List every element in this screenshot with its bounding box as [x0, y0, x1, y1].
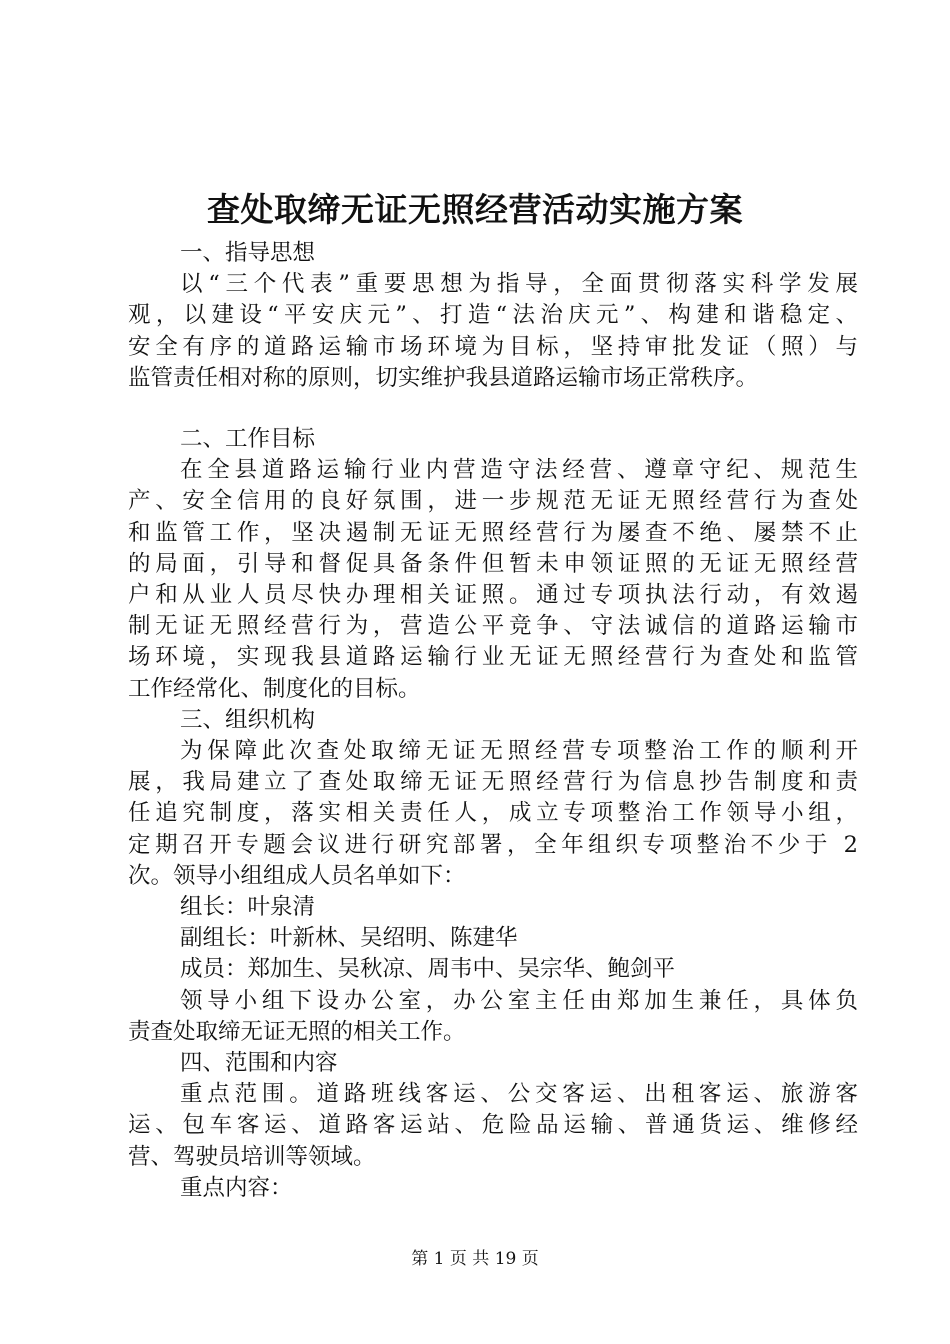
paragraph-line: 户和从业人员尽快办理相关证照。通过专项执法行动，有效遏: [128, 582, 858, 609]
paragraph-line: 营、驾驶员培训等领域。: [128, 1143, 376, 1170]
paragraph-line: 安全有序的道路运输市场环境为目标，坚持审批发证（照）与: [128, 333, 858, 360]
paragraph-line: 任追究制度，落实相关责任人，成立专项整治工作领导小组，: [128, 800, 858, 827]
paragraph-line: 产、安全信用的良好氛围，进一步规范无证无照经营行为查处: [128, 488, 858, 515]
key-content-heading: 重点内容：: [180, 1174, 293, 1201]
paragraph-line: 定期召开专题会议进行研究部署，全年组织专项整治不少于 2: [128, 831, 858, 858]
paragraph-line: 场环境，实现我县道路运输行业无证无照经营行为查处和监管: [128, 644, 858, 671]
section-heading-organization: 三、组织机构: [180, 706, 316, 733]
document-title: 查处取缔无证无照经营活动实施方案: [207, 190, 743, 229]
paragraph-line: 重点范围。道路班线客运、公交客运、出租客运、旅游客: [180, 1081, 858, 1108]
paragraph-line: 监管责任相对称的原则，切实维护我县道路运输市场正常秩序。: [128, 364, 759, 391]
paragraph-line: 领导小组下设办公室，办公室主任由郑加生兼任，具体负: [180, 987, 858, 1014]
paragraph-line: 制无证无照经营行为，营造公平竞争、守法诚信的道路运输市: [128, 613, 858, 640]
document-body: [128, 238, 858, 1204]
paragraph-line: 和监管工作，坚决遏制无证无照经营行为屡查不绝、屡禁不止: [128, 519, 858, 546]
section-heading-guiding-thought: 一、指导思想: [180, 240, 316, 266]
paragraph-line: 责查处取缔无证无照的相关工作。: [128, 1018, 466, 1045]
page-number-footer: 第 1 页 共 19 页: [411, 1249, 539, 1269]
paragraph-line: 次。领导小组组成人员名单如下：: [128, 862, 466, 889]
paragraph-line: 运、包车客运、道路客运站、危险品运输、普通货运、维修经: [128, 1112, 858, 1139]
section-heading-work-goals: 二、工作目标: [180, 426, 316, 453]
section-heading-scope: 四、范围和内容: [180, 1050, 338, 1077]
paragraph-spacer: [128, 394, 858, 424]
paragraph-line: 为保障此次查处取缔无证无照经营专项整治工作的顺利开: [180, 738, 858, 765]
paragraph-line: 的局面，引导和督促具备条件但暂未申领证照的无证无照经营: [128, 550, 858, 577]
deputy-leaders-line: 副组长：叶新林、吴绍明、陈建华: [180, 925, 518, 952]
paragraph-line: 以“三个代表”重要思想为指导，全面贯彻落实科学发展: [180, 271, 858, 298]
paragraph-line: 观，以建设“平安庆元”、打造“法治庆元”、构建和谐稳定、: [128, 302, 858, 329]
paragraph-line: 展，我局建立了查处取缔无证无照经营行为信息抄告制度和责: [128, 769, 858, 796]
members-line: 成员：郑加生、吴秋凉、周韦中、吴宗华、鲍剑平: [180, 956, 676, 983]
paragraph-line: 工作经常化、制度化的目标。: [128, 675, 421, 702]
paragraph-line: 在全县道路运输行业内营造守法经营、遵章守纪、规范生: [180, 457, 858, 484]
group-leader-line: 组长：叶泉清: [180, 894, 316, 921]
